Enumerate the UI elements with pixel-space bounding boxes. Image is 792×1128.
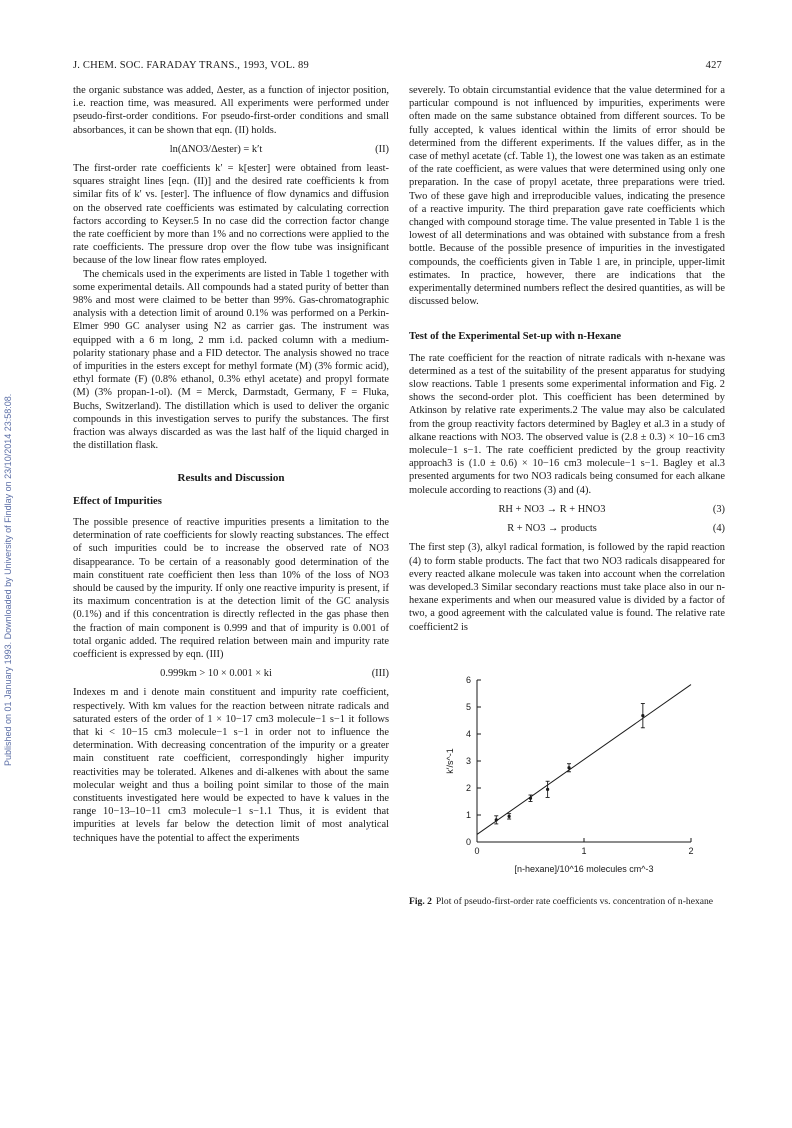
paragraph: The rate coefficient for the reaction of nitrate radicals with n-hexane was determined as a test of the suitability of the present apparatus for studying slow reactions. Table 1 presents some experimental information and Fig. 2 shows the second-order plot. This coefficient has been determined by Atkinson by relative rate experiments.2 The value may also be calculated from the group reactivity factors determined by Bagley et al.3 in a study of alkane reactions with NO3. The observed value is (2.8 ± 0.3) × 10−16 cm3 molecule−1 s−1. The rate coefficient predicted by the group reactivity approach3 is (1.0 ± 0.6) × 10−16 cm3 molecule−1 s−1. Bagley et al.3 presented arguments for two NO3 radicals being consumed for each alkane molecule according to reactions (3) and (4). [409,352,725,496]
x-tick-label: 2 [688,845,694,856]
reaction-number: (4) [712,523,725,535]
equation-expression: 0.999km > 10 × 0.001 × ki [160,668,272,680]
paragraph: the organic substance was added, Δester, as a function of injector position, i.e. reaction time, was measured. All experiments were performed under pseudo-first-order conditions. For pseudo-first-order conditions and small absorbances, it can be shown that eqn. (II) holds. [73,85,389,136]
download-watermark: Published on 01 January 1993. Downloaded by University of Findlay on 23/10/2014 23:58:08. [3,393,13,767]
equation-II [73,143,389,156]
equation-number: (II) [375,143,389,155]
running-header: J. CHEM. SOC. FARADAY TRANS., 1993, VOL. 89 [73,60,309,71]
y-tick-label: 1 [465,809,471,820]
paragraph: Indexes m and i denote main constituent and impurity rate coefficient, respectively. With km values for the reaction between nitrate radicals and saturated esters of the order of 1 × 10−17 cm3 molecule−1 s−1 it follows that ki < 10−15 cm3 molecule−1 s−1 in order not to influence the determination. With decreasing concentration of the impurity or a greater main constituent rate coefficient, correspondingly higher impurity reactivities may be tolerated. Alkenes and di-alkenes with about the same molecular weight and thus a boiling point similar to those of the main constituents investigated here would be expected to have k values in the range 10−13–10−11 cm3 molecule−1 s−1.1 Thus, it is evident that impurities at levels far below the detection limit of most analytical techniques have the potential to affect the experiments [73,687,389,844]
fit-line [477,684,691,834]
data-point [529,796,532,799]
left-column [73,84,389,845]
paragraph: severely. To obtain circumstantial evidence that the value determined for a particular compound is not influenced by impurities, experiments were often made on the same substance obtained from different sources. To be fully accepted, k values identical within the limits of error should be determined from the different experiments. If the values differ, as in the case of methyl acetate (cf. Table 1), the lowest one was taken as an estimate of the rate coefficient, as were values that were determined using only one preparation. In the case of propyl acetate, three preparations were tried. Two of these gave high and irreproducible values, indicating the presence of a reactive impurity. The third preparation gave rate coefficients which changed with compound storage time. The value presented in Table 1 is the lowest of all determinations and was obtained with substance from a fresh bottle. Because of the possible presence of impurities in the investigated compounds, the coefficients given in Table 1 are, in principle, upper-limit estimates. In practice, however, there are indications that the experimentally determined numbers reflect the desired quantities, as will be discussed below. [409,85,725,308]
data-point [641,714,644,717]
reaction-expression: R + NO3 → products [507,523,597,535]
paragraph: The first step (3), alkyl radical formation, is followed by the rapid reaction (4) to form stable products. The fact that two NO3 radicals disappeared for every reacted alkane molecule was taken into account when the correlation was developed.3 Similar secondary reactions must take place also in our n-hexane experiments and when our measured value is divided by a factor of two, a good agreement with the calculated value is found. The relative rate coefficient2 is [409,542,725,633]
scatter-plot [409,662,725,890]
caption-text: Plot of pseudo-first-order rate coefficients vs. concentration of n-hexane [435,895,714,907]
reaction-number: (3) [712,503,725,515]
data-point [567,766,570,769]
right-column [409,84,725,908]
section-heading: Results and Discussion [177,472,285,485]
paragraph: The possible presence of reactive impurities presents a limitation to the determination of rate coefficients for slowly reacting substances. The effect of such impurities could be to increase the observed rate of NO3 disappearance. To be certain of a reasonably good determination of the main constituent rate coefficient then less than 10% of the loss of NO3 should be caused by the impurity. If only one reactive impurity is present, if its maximum concentration is at the detection limit of the GC analysis (0.1%) and if this concentration is directly reflected in the gas phase then the fraction of main component is 0.999 and that of impurity is 0.001 of total organic added. The required relation between main and impurity rate coefficient is expressed by eqn. (III) [73,516,389,660]
figure-2 [409,662,725,890]
subsection-heading: Effect of Impurities [73,495,162,507]
x-tick-label: 0 [474,845,480,856]
equation-III [73,667,389,680]
y-tick-label: 2 [465,782,471,793]
y-tick-label: 0 [465,836,471,847]
page-number: 427 [705,60,722,71]
y-tick-label: 4 [465,728,471,739]
equation-expression: ln(ΔNO3/Δester) = k′t [169,143,263,155]
data-point [546,787,549,790]
data-point [508,814,511,817]
reaction-4 [409,522,725,535]
data-point [495,818,498,821]
reaction-expression: RH + NO3 → R + HNO3 [498,503,606,515]
y-tick-label: 5 [465,701,471,712]
x-axis-label: [n-hexane]/10^16 molecules cm^-3 [514,863,654,874]
figure-caption [409,896,725,908]
paragraph: The first-order rate coefficients k′ = k[ester] were obtained from least-squares straight lines [eqn. (II)] and the desired rate coefficients k from similar fits of k′ vs. [ester]. The influence of flow dynamics and diffusion on the observed rate coefficients was estimated by calculating correction factors according to Keyser.5 In no case did the correction factor change the rate coefficient by more than 1% and no corrections were applied to the rate coefficients. The pressure drop over the flow tube was insignificant because of the low linear flow rates employed. [73,163,389,267]
y-tick-label: 6 [465,674,471,685]
y-axis-label: k′/s^-1 [445,748,455,774]
caption-label: Fig. 2 [409,895,432,907]
equation-number: (III) [371,668,389,680]
x-tick-label: 1 [581,845,587,856]
paragraph: The chemicals used in the experiments are listed in Table 1 together with some experimental details. All compounds had a stated purity of better than 98% and most were claimed to be better than 99%. Gas-chromatographic analysis with a detection limit of around 0.1% was performed on a Perkin-Elmer 990 GC analyser using N2 as carrier gas. The instrument was equipped with a 6 m long, 2 mm i.d. packed column with a medium-polarity stationary phase and a FID detector. The analysis showed no trace of impurities in the esters except for methyl formate (M) (3% formic acid), ethyl formate (F) (0.8% ethanol, 0.3% ethyl acetate) and propyl formate (M) (3% propan-1-ol). (M = Merck, Darmstadt, Germany, F = Fluka, Buchs, Switzerland). The distillation which is used to deliver the organic compounds in this investigation serves to purify the substances. The first fraction was always discarded as was the last half of the liquid charged in the distillation flask. [73,268,389,452]
reaction-3 [409,503,725,516]
subsection-heading: Test of the Experimental Set-up with n-Hexane [409,331,622,343]
y-tick-label: 3 [465,755,471,766]
